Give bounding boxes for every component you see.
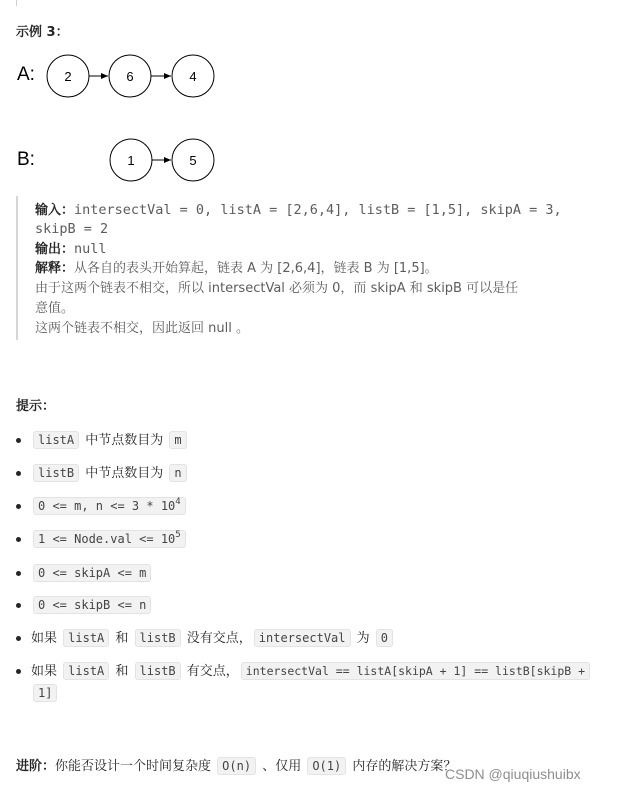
hint-text: 中节点数目为 <box>81 466 168 481</box>
list-b-node-value: 1 <box>127 153 135 168</box>
advanced-label: 进阶： <box>16 759 56 774</box>
list-b-label: B: <box>17 149 35 170</box>
bullet <box>16 537 21 542</box>
hint-code: listB <box>33 464 79 482</box>
hint-code: listB <box>135 629 181 647</box>
input-line-cont <box>35 219 108 240</box>
explain-line-2: 由于这两个链表不相交，所以 intersectVal 必须为 0，而 skipA 和 skipB 可以是任 <box>35 281 519 296</box>
hint-text: 和 <box>111 631 133 646</box>
watermark: CSDN @qiuqiushuibx <box>445 766 581 782</box>
hint-code: 1] <box>33 684 57 702</box>
advanced-text: 你能否设计一个时间复杂度 <box>55 759 216 774</box>
bullet <box>16 603 21 608</box>
advanced-text: 内存的解决方案？ <box>348 759 457 774</box>
list-a-node-value: 4 <box>189 69 197 84</box>
hint-code-text: 0 <= m, n <= 3 * 10 <box>38 499 176 513</box>
hint-code <box>33 497 186 515</box>
hint-text: 没有交点， <box>182 631 252 646</box>
hints-heading: 提示： <box>16 399 56 414</box>
input-label: 输入： <box>35 203 75 218</box>
bullet <box>16 669 21 674</box>
advanced-text: 、仅用 <box>258 759 306 774</box>
bullet <box>16 636 21 641</box>
hint-text: 有交点， <box>182 664 239 679</box>
output-label: 输出： <box>35 242 75 257</box>
bullet <box>16 471 21 476</box>
input-line <box>35 200 562 221</box>
hint-exponent: 4 <box>175 497 181 507</box>
list-b-node-value: 5 <box>189 153 197 168</box>
list-a-node-value: 2 <box>64 69 72 84</box>
hint-code: intersectVal <box>254 629 351 647</box>
bullet <box>16 438 21 443</box>
list-a-label: A: <box>17 64 35 85</box>
hint-code: m <box>169 431 186 449</box>
hint-code: intersectVal == listA[skipA + 1] == listB[skipB + <box>241 662 590 680</box>
bullet <box>16 571 21 576</box>
input-text-cont: skipB = 2 <box>35 221 109 237</box>
output-text: null <box>74 241 107 257</box>
linked-list-diagram <box>0 0 624 200</box>
hint-code: 0 <= skipB <= n <box>33 596 151 614</box>
example-heading: 示例 3： <box>16 25 69 40</box>
hint-code: n <box>169 464 186 482</box>
hint-text: 中节点数目为 <box>81 433 168 448</box>
input-text: intersectVal = 0, listA = [2,6,4], listB = [1,5], skipA = 3, <box>74 202 562 218</box>
hint-code <box>33 530 186 548</box>
output-line <box>35 239 107 260</box>
hint-code: 0 <box>376 629 393 647</box>
hint-code: listA <box>33 431 79 449</box>
hint-code: listA <box>63 629 109 647</box>
explain-label: 解释： <box>35 261 75 276</box>
hint-code: listB <box>135 662 181 680</box>
explain-text: 从各自的表头开始算起，链表 A 为 [2,6,4]，链表 B 为 [1,5]。 <box>74 261 438 276</box>
hint-code-text: 1 <= Node.val <= 10 <box>38 532 176 546</box>
advanced-code: O(1) <box>307 757 346 775</box>
hint-text: 为 <box>352 631 374 646</box>
example-block <box>16 196 616 340</box>
hint-exponent: 5 <box>175 530 181 540</box>
hint-text: 如果 <box>31 631 62 646</box>
explain-line <box>35 259 438 279</box>
hint-code: 0 <= skipA <= m <box>33 564 151 582</box>
explain-line-3: 意值。 <box>35 301 75 316</box>
explain-line-4: 这两个链表不相交，因此返回 null 。 <box>35 321 249 336</box>
list-a-node-value: 6 <box>126 69 134 84</box>
hint-text: 如果 <box>31 664 62 679</box>
advanced-code: O(n) <box>217 757 256 775</box>
hint-code: listA <box>63 662 109 680</box>
hint-text: 和 <box>111 664 133 679</box>
bullet <box>16 504 21 509</box>
